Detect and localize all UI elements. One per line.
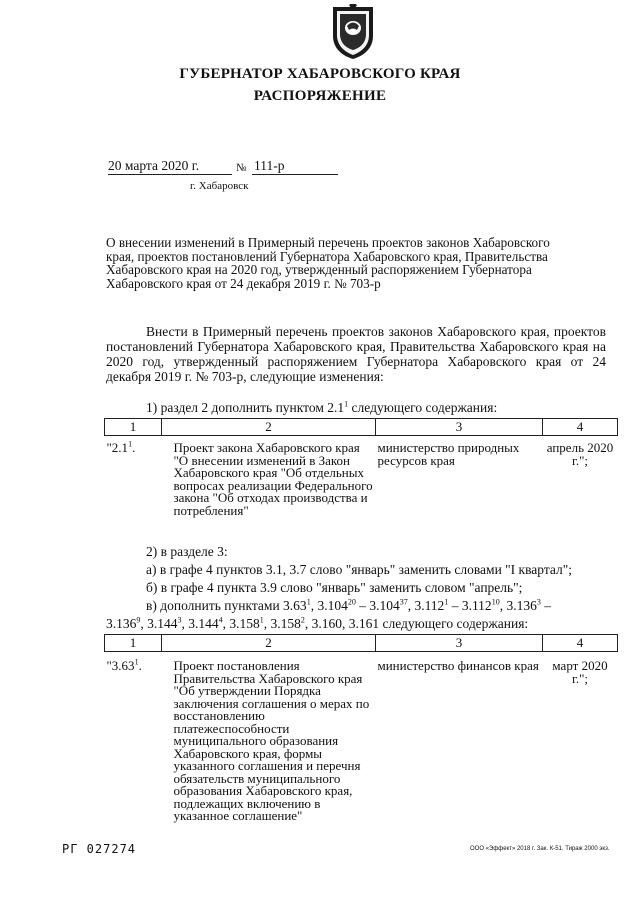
row-name: Проект закона Хабаровского края "О внесении изменений в Закон Хабаровского края "Об отдельных вопросах реализации Федерального закона "Об отходах производства и потребления" (173, 440, 373, 518)
row-ministry: министерство финансов края (377, 658, 539, 673)
item-2c-line-2: 3.136$^9$, 3.144$^3$, 3.144$^4$, 3.158$^1$, 3.158$^2$, 3.160, 3.161 следующего содержания: (106, 615, 529, 631)
row-name: Проект постановления Правительства Хабаровского края "Об утверждении Порядка заключения соглашения о мерах по восстановлению платежеспособности муниципального образования Хабаровского края, формы указанного соглашения и перечня обязательств муниципального образования Хабаровского края, подлежащих включению в указанное соглашение" (173, 658, 370, 823)
intro-paragraph: Внести в Примерный перечень проектов законов Хабаровского края, проектов постановлений Губернатора Хабаровского края, Правительства Хабаровского края на 2020 год, утвержденный распоряжением Губернатора Хабаровского края от 24 декабря 2019 г. № 703-р, следующие изменения: (106, 324, 606, 384)
form-serial-number: РГ 027274 (62, 842, 137, 856)
coat-of-arms-icon (330, 4, 376, 60)
table-header-cell: 3 (376, 419, 543, 436)
document-date: 20 марта 2020 г. (108, 158, 232, 175)
item-1: 1) раздел 2 дополнить пунктом $2.1^1$ следующего содержания: (146, 399, 498, 415)
document-subject: О внесении изменений в Примерный перечень проектов законов Хабаровского края, проектов постановлений Губернатора Хабаровского края, Правительства Хабаровского края на 2020 год, утвержденный распоряжением Губернатора Хабаровского края от 24 декабря 2019 г. № 703-р (106, 235, 550, 291)
table-row (105, 436, 618, 518)
table-header-row (105, 635, 618, 652)
row-term: апрель 2020 г."; (546, 440, 614, 468)
table-section-2 (104, 418, 618, 517)
document-city: г. Хабаровск (190, 180, 249, 192)
item-2a: а) в графе 4 пунктов 3.1, 3.7 слово "январь" заменить словами "I квартал"; (146, 562, 573, 577)
table-header-row (105, 419, 618, 436)
table-header-cell: 4 (543, 635, 618, 652)
table-header-cell: 1 (105, 635, 162, 652)
table-section-3 (104, 634, 618, 823)
row-number: "3.63$^1$. (106, 657, 142, 673)
row-term: март 2020 г."; (552, 658, 608, 686)
document-type: РАСПОРЯЖЕНИЕ (253, 88, 387, 104)
table-header-cell: 1 (105, 419, 162, 436)
table-header-cell: 3 (376, 635, 543, 652)
row-ministry: министерство природных ресурсов края (377, 440, 520, 468)
header-title: ГУБЕРНАТОР ХАБАРОВСКОГО КРАЯ (179, 66, 461, 82)
number-label: № (236, 162, 247, 174)
table-header-cell: 2 (162, 635, 376, 652)
table-header-cell: 4 (543, 419, 618, 436)
table-row (105, 652, 618, 823)
item-2b: б) в графе 4 пункта 3.9 слово "январь" заменить словом "апрель"; (146, 580, 523, 595)
item-2c-line-1: в) дополнить пунктами 3.63$^1$, 3.104$^{20}$ – 3.104$^{37}$, 3.112$^1$ – 3.112$^{10}$, 3.136$^3$ – (146, 597, 551, 613)
row-number: "$2.1^1$. (106, 439, 136, 455)
document-number: 111-р (252, 158, 338, 175)
item-2: 2) в разделе 3: (146, 544, 228, 559)
table-header-cell: 2 (162, 419, 376, 436)
printer-imprint: ООО «Эффект» 2018 г. Зак. К-51. Тираж 2000 экз. (470, 846, 610, 852)
